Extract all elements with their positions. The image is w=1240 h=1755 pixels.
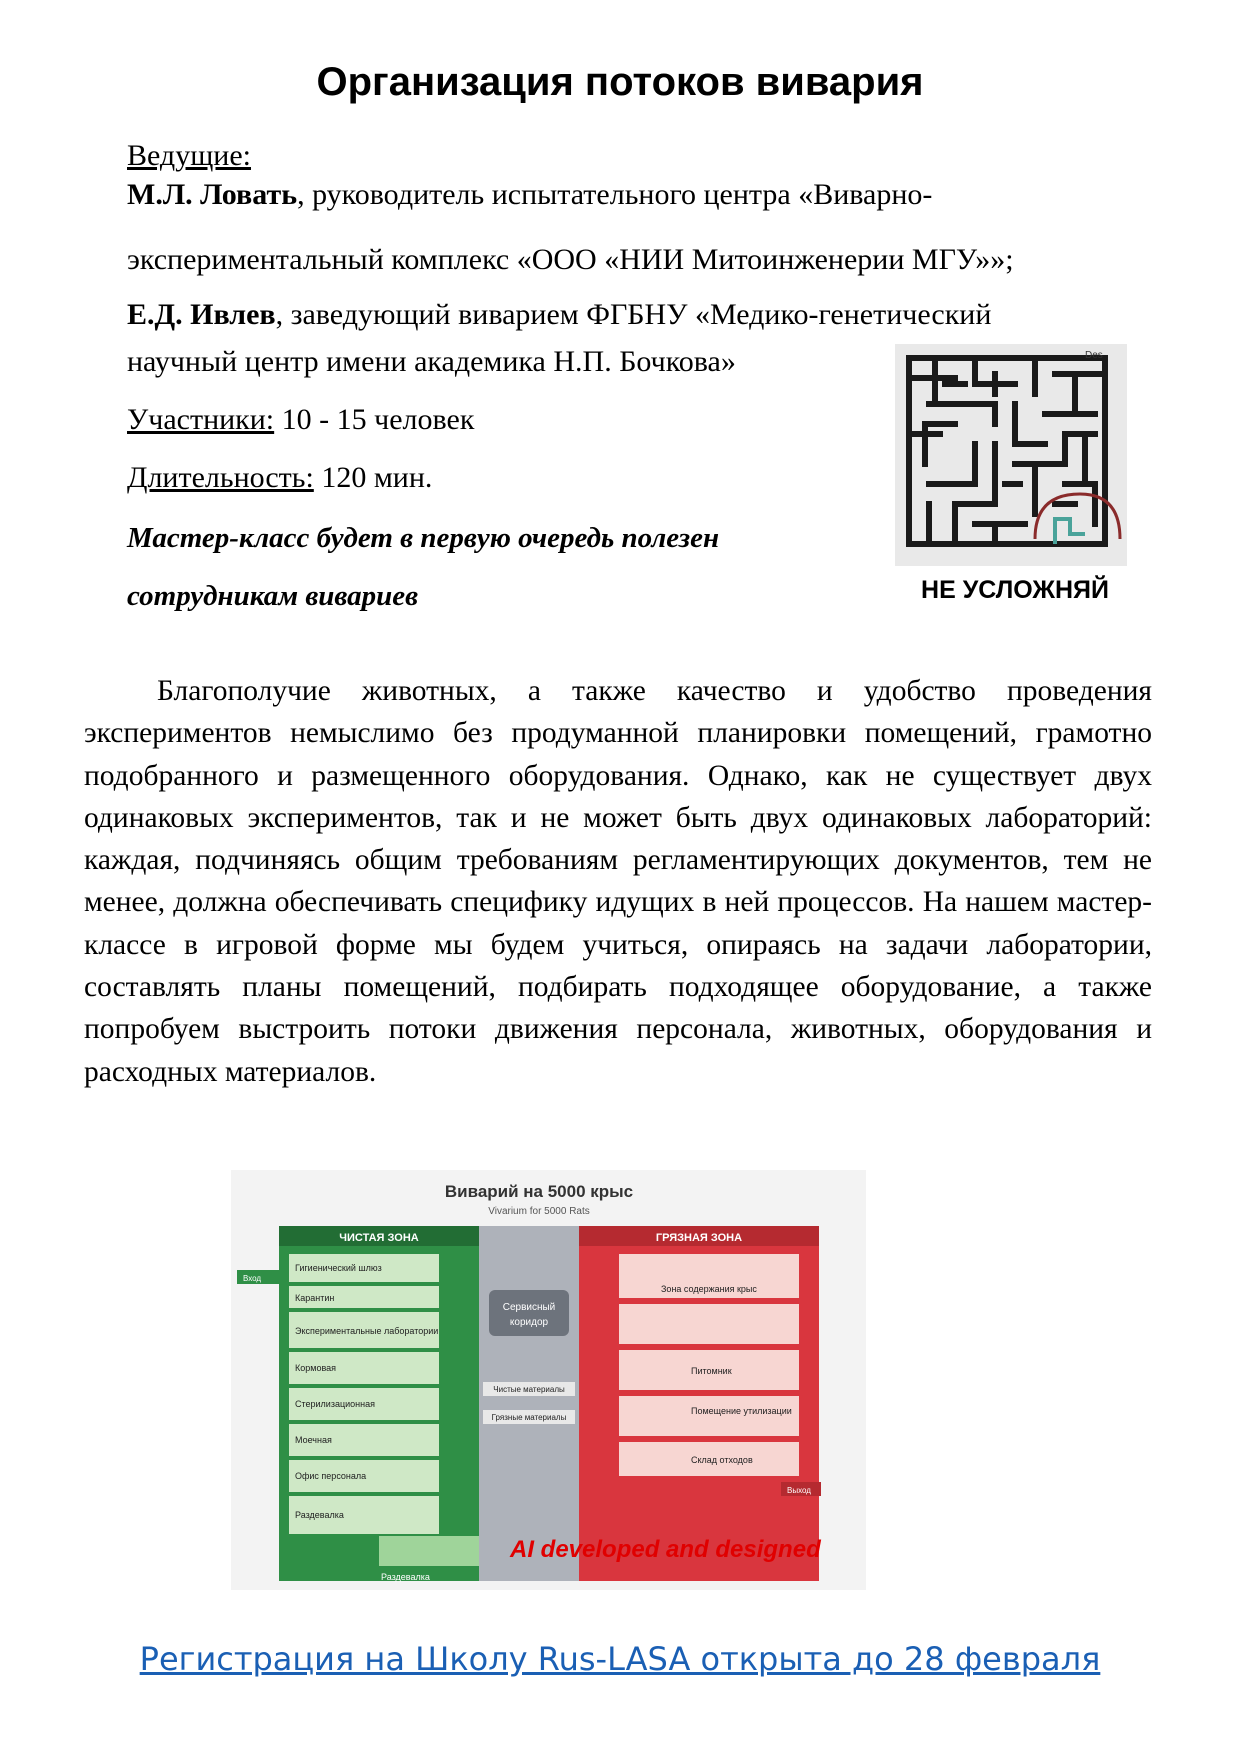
- audience-line-2: сотрудникам вивариев: [127, 580, 419, 612]
- clean-room-1: Гигиенический шлюз: [295, 1263, 382, 1273]
- clean-room-5: Стерилизационная: [295, 1399, 375, 1409]
- ai-note: AI developed and designed: [510, 1536, 821, 1563]
- description: Благополучие животных, а также качество и удобство проведения экспериментов немыслимо без продуманной планировки помещений, грамотно подобранного и размещенного оборудования. Однако, как не существует двух одинаковых экспериментов, так и не может быть двух одинаковых лабораторий: каждая, подчиняясь общим требованиям регламентирующих документов, тем не менее, должна обеспечивать специфику идущих в ней процессов. На нашем мастер-классе в игровой форме мы будем учиться, опираясь на задачи лаборатории, составлять планы помещений, подбирать подходящее оборудование, а также попробуем выстроить потоки движения персонала, животных, оборудования и расходных материалов.: [84, 675, 1152, 1088]
- host2-name: Е.Д. Ивлев: [127, 298, 276, 331]
- host1-name: М.Л. Ловать: [127, 178, 298, 211]
- duration: [127, 460, 432, 496]
- clean-room-7: Офис персонала: [295, 1471, 367, 1481]
- bottom-label: Раздевалка: [381, 1572, 430, 1582]
- dirty-room-1: Зона содержания крыс: [661, 1284, 757, 1294]
- dirty-zone-label: ГРЯЗНАЯ ЗОНА: [655, 1232, 743, 1244]
- diagram-title: Виварий на 5000 крыс: [444, 1182, 634, 1201]
- host1-role: , руководитель испытательного центра «Виварно-: [297, 178, 933, 211]
- host2-role: , заведующий виварием ФГБНУ «Медико-генетический: [275, 298, 992, 331]
- clean-materials-label: Чистые материалы: [493, 1385, 565, 1394]
- duration-label: Длительность:: [127, 461, 314, 494]
- host2-org: научный центр имени академика Н.П. Бочкова»: [127, 345, 736, 378]
- exit-label: Выход: [787, 1486, 811, 1495]
- dirty-materials-label: Грязные материалы: [491, 1413, 567, 1422]
- dirty-room-4: Помещение утилизации: [691, 1406, 792, 1416]
- dirty-room-5: Склад отходов: [691, 1455, 753, 1465]
- clean-room-2: Карантин: [295, 1293, 335, 1303]
- maze-caption: НЕ УСЛОЖНЯЙ: [921, 576, 1109, 604]
- participants-label: Участники:: [127, 403, 275, 436]
- clean-room-6: Моечная: [295, 1435, 332, 1445]
- clean-room-4: Кормовая: [295, 1363, 337, 1373]
- entry-label: Вход: [243, 1274, 262, 1283]
- host2-block: [127, 294, 1172, 335]
- vivarium-diagram: [231, 1170, 866, 1590]
- maze-image: [895, 344, 1127, 566]
- duration-value: 120 мин.: [313, 461, 433, 494]
- dirty-room-3: Питомник: [691, 1366, 732, 1376]
- clean-zone-label: ЧИСТАЯ ЗОНА: [339, 1232, 419, 1244]
- hosts-label: Ведущие:: [127, 139, 251, 172]
- svg-text:Сервисный: Сервисный: [502, 1302, 556, 1313]
- host1-block: [127, 174, 1172, 215]
- page-title: Организация потоков вивария: [316, 60, 924, 104]
- maze-corner-text: Des: [1085, 350, 1103, 361]
- clean-room-8: Раздевалка: [295, 1510, 344, 1520]
- registration-link[interactable]: Регистрация на Школу Rus-LASA открыта до 28 февраля: [139, 1640, 1101, 1678]
- participants-value: 10 - 15 человек: [274, 403, 475, 436]
- diagram-subtitle: Vivarium for 5000 Rats: [488, 1206, 590, 1217]
- participants: [127, 402, 474, 438]
- svg-text:коридор: коридор: [509, 1317, 549, 1328]
- host1-org: экспериментальный комплекс «ООО «НИИ Митоинженерии МГУ»»;: [127, 243, 1014, 276]
- audience-line-1: Мастер-класс будет в первую очередь полезен: [127, 522, 720, 554]
- clean-room-3: Экспериментальные лаборатории: [295, 1326, 439, 1336]
